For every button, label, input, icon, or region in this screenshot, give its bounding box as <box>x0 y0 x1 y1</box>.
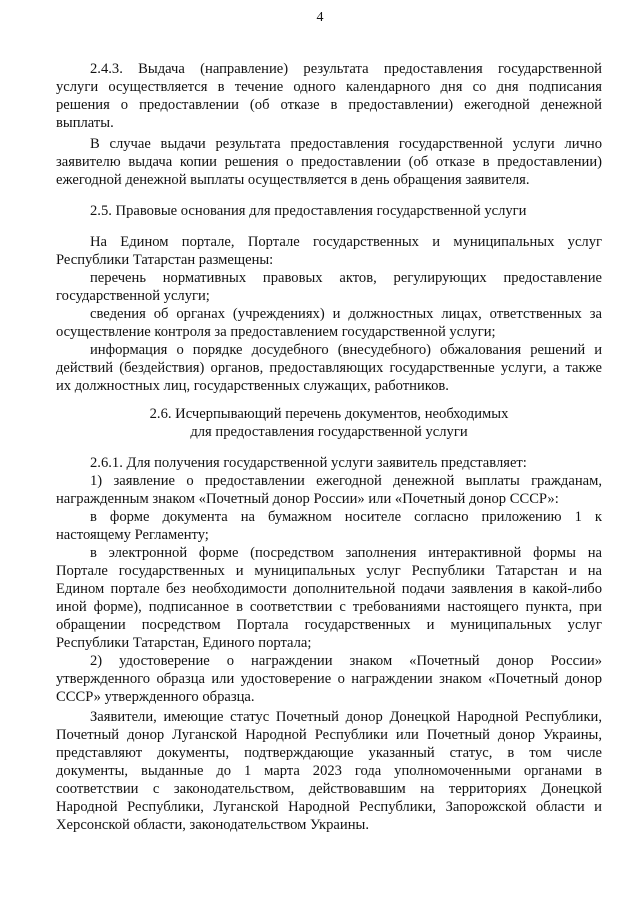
p-applicants-l6: Народной Республики, Луганской Народной Республики, Запорожской области и <box>56 799 602 815</box>
p-list2-l1: сведения об органах (учреждениях) и должностных лицах, ответственных за <box>90 306 602 322</box>
page-number: 4 <box>316 10 324 25</box>
p-list1-l1: перечень нормативных правовых актов, регулирующих предоставление <box>90 270 602 286</box>
p-personal-l2: заявителю выдача копии решения о предоставлении (об отказе в предоставлении) <box>56 154 602 170</box>
p-electronic-l6: Республики Татарстан, Единого портала; <box>56 635 312 651</box>
p-applicants-l1: Заявители, имеющие статус Почетный донор Донецкой Народной Республики, <box>90 709 602 725</box>
p-item2-l3: СССР» утвержденного образца. <box>56 689 255 705</box>
p-portal-l2: Республики Татарстан размещены: <box>56 252 274 268</box>
p-paper-l2: настоящему Регламенту; <box>56 527 209 543</box>
p261-l1: 2.6.1. Для получения государственной услуги заявитель представляет: <box>90 455 527 471</box>
p-applicants-l4: документы, выданные до 1 марта 2023 года уполномоченными органами в <box>56 763 602 779</box>
p-electronic-l2: Портале государственных и муниципальных услуг Республики Татарстан и на <box>56 563 602 579</box>
p-personal-l3: ежегодной денежной выплаты осуществляется в день обращения заявителя. <box>56 172 530 188</box>
p-electronic-l1: в электронной форме (посредством заполнения интерактивной формы на <box>90 545 602 561</box>
p-item1-l1: 1) заявление о предоставлении ежегодной денежной выплаты гражданам, <box>90 473 602 489</box>
p243-l3: решения о предоставлении (об отказе в предоставлении) ежегодной денежной <box>56 97 602 113</box>
p-item2-l2: утвержденного образца или удостоверение о награждении знаком «Почетный донор <box>56 671 602 687</box>
p-list2-l2: осуществление контроля за предоставлением государственной услуги; <box>56 324 496 340</box>
p243-l4: выплаты. <box>56 115 114 131</box>
p243-l2: услуги осуществляется в течение одного календарного дня со дня подписания <box>56 79 602 95</box>
heading-25: 2.5. Правовые основания для предоставления государственной услуги <box>90 203 527 219</box>
p-personal-l1: В случае выдачи результата предоставления государственной услуги лично <box>90 136 602 152</box>
p-applicants-l7: Херсонской области, законодательством Украины. <box>56 817 369 833</box>
p-electronic-l3: Едином портале без необходимости дополнительной подачи заявления в какой-либо <box>56 581 602 597</box>
p-applicants-l2: Почетный донор Луганской Народной Республики или Почетный донор Украины, <box>56 727 602 743</box>
p-list3-l2: действий (бездействия) органов, предоставляющих государственные услуги, а также <box>56 360 602 376</box>
p-list1-l2: государственной услуги; <box>56 288 210 304</box>
p-portal-l1: На Едином портале, Портале государственных и муниципальных услуг <box>90 234 602 250</box>
p-item1-l2: награжденным знаком «Почетный донор России» или «Почетный донор СССР»: <box>56 491 559 507</box>
p-list3-l1: информация о порядке досудебного (внесудебного) обжалования решений и <box>90 342 602 358</box>
p-electronic-l4: иной форме), подписанное в соответствии с требованиями настоящего пункта, при <box>56 599 602 615</box>
p-electronic-l5: обращении посредством Портала государственных и муниципальных услуг <box>56 617 602 633</box>
heading-26-l1: 2.6. Исчерпывающий перечень документов, необходимых <box>149 406 509 422</box>
heading-26-l2: для предоставления государственной услуги <box>190 424 468 440</box>
p-applicants-l3: представляют документы, подтверждающие указанный статус, в том числе <box>56 745 602 761</box>
p243-l1: 2.4.3. Выдача (направление) результата предоставления государственной <box>90 61 602 77</box>
p-list3-l3: их должностных лиц, государственных служащих, работников. <box>56 378 449 394</box>
p-applicants-l5: соответствии с законодательством, действовавшим на территориях Донецкой <box>56 781 602 797</box>
p-item2-l1: 2) удостоверение о награждении знаком «Почетный донор России» <box>90 653 602 669</box>
p-paper-l1: в форме документа на бумажном носителе согласно приложению 1 к <box>90 509 602 525</box>
